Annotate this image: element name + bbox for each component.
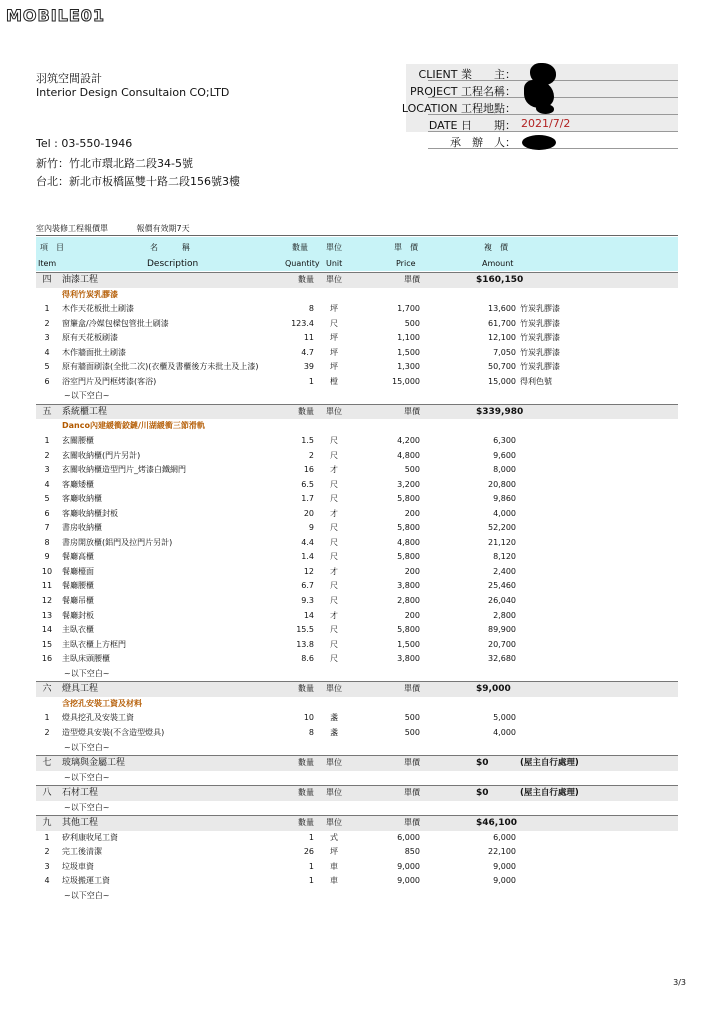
item-description: 書房開放櫃(鋁門及拉門片另計) <box>62 537 173 547</box>
item-unit: 樘 <box>330 376 338 386</box>
item-amount: 50,700 <box>488 362 516 372</box>
item-quantity: 6.7 <box>301 581 314 591</box>
date-label: DATE 日 期： <box>428 119 516 132</box>
item-number: 4 <box>44 347 50 357</box>
item-description: 油漆工程 <box>62 275 99 285</box>
section-row <box>36 755 678 771</box>
item-amount: 89,900 <box>488 625 516 635</box>
item-price: 1,500 <box>397 639 420 649</box>
table-row <box>36 317 678 332</box>
item-price: 1,300 <box>397 362 420 372</box>
item-number: 15 <box>41 639 53 649</box>
item-quantity: 11 <box>303 333 314 343</box>
item-price: 5,800 <box>397 625 420 635</box>
item-description: 系統櫃工程 <box>62 406 108 417</box>
item-amount: $339,980 <box>476 406 524 417</box>
header-qty-en: Quantity <box>285 259 320 268</box>
client-label: CLIENT 業 主： <box>418 68 516 81</box>
item-price: 3,200 <box>397 479 420 489</box>
item-amount: $0 <box>476 788 489 799</box>
item-number: 4 <box>44 876 50 886</box>
item-number: 2 <box>44 727 50 737</box>
item-price: 3,800 <box>397 581 420 591</box>
item-amount: 12,100 <box>488 333 516 343</box>
item-remark: 竹炭乳膠漆 <box>520 318 560 328</box>
item-amount: 25,460 <box>488 581 516 591</box>
item-price: 4,200 <box>397 436 420 446</box>
subheading-row <box>36 288 678 303</box>
item-description: 垃圾車資 <box>62 861 94 871</box>
item-number: 五 <box>42 406 52 417</box>
item-quantity: 1 <box>308 861 314 871</box>
item-number: 2 <box>44 847 50 857</box>
item-number: 9 <box>44 552 50 562</box>
item-quantity: 14 <box>303 610 314 620</box>
company-name-zh: 羽筑空間設計 <box>36 72 102 85</box>
item-unit: 尺 <box>330 450 338 460</box>
item-description: 玄關收納櫃造型門片_烤漆白鐵網門 <box>62 465 186 475</box>
item-quantity: 13.8 <box>296 639 314 649</box>
table-row <box>36 831 678 846</box>
item-number: 3 <box>44 465 50 475</box>
item-unit: 尺 <box>330 494 338 504</box>
subheading-row <box>36 697 678 712</box>
item-amount: 9,600 <box>493 450 516 460</box>
table-row <box>36 360 678 375</box>
item-quantity: 8 <box>308 304 314 314</box>
header-price-zh: 單 價 <box>394 243 418 252</box>
item-unit: 單位 <box>326 684 342 694</box>
item-unit: 坪 <box>330 362 338 372</box>
blank-marker-row <box>36 889 678 904</box>
item-amount: 2,800 <box>493 610 516 620</box>
item-quantity: 16 <box>303 465 314 475</box>
section-row <box>36 681 678 697</box>
item-description: 窗簾盒/冷媒包樑包管批土刷漆 <box>62 318 169 328</box>
header-price-en: Price <box>396 259 416 268</box>
item-remark: 竹炭乳膠漆 <box>520 333 560 343</box>
company-tel: Tel : 03-550-1946 <box>36 137 133 150</box>
item-description: 木作牆面批土刷漆 <box>62 347 126 357</box>
item-price: 200 <box>404 566 420 576</box>
table-row <box>36 860 678 875</box>
item-quantity: 1 <box>308 376 314 386</box>
item-description: 客廳收納櫃 <box>62 494 102 504</box>
item-number: 九 <box>42 818 52 829</box>
item-quantity: 9 <box>308 523 314 533</box>
item-number: 5 <box>44 494 50 504</box>
table-row <box>36 874 678 889</box>
item-quantity: 數量 <box>298 275 314 284</box>
item-unit: 尺 <box>330 436 338 446</box>
item-description: 主臥衣櫃上方框門 <box>62 639 126 649</box>
table-row <box>36 565 678 580</box>
item-unit: 單位 <box>326 788 342 798</box>
item-unit: 車 <box>330 876 338 886</box>
item-number: 4 <box>44 479 50 489</box>
item-price: 500 <box>404 465 420 475</box>
item-amount: 32,680 <box>488 654 516 664</box>
item-description: 玻璃與金屬工程 <box>62 758 126 769</box>
item-number: 8 <box>44 537 50 547</box>
item-remark: 得利色號 <box>520 376 552 386</box>
table-row <box>36 346 678 361</box>
item-price: 1,500 <box>397 347 420 357</box>
item-unit: 坪 <box>330 304 338 314</box>
item-quantity: 2 <box>308 450 314 460</box>
item-quantity: 8.6 <box>301 654 314 664</box>
table-row <box>36 579 678 594</box>
table-row <box>36 434 678 449</box>
item-description: 玄關收納櫃(門片另計) <box>62 450 141 460</box>
item-description: ~以下空白~ <box>64 772 110 782</box>
item-quantity: 數量 <box>298 684 314 694</box>
item-amount: 26,040 <box>488 596 516 606</box>
item-unit: 坪 <box>330 847 338 857</box>
item-amount: 13,600 <box>488 304 516 314</box>
item-amount: $0 <box>476 758 489 769</box>
section-row <box>36 272 678 288</box>
item-amount: 8,000 <box>493 465 516 475</box>
item-number: 七 <box>42 758 52 769</box>
item-price: 500 <box>404 727 420 737</box>
blank-marker-row <box>36 801 678 816</box>
item-number: 3 <box>44 861 50 871</box>
item-unit: 車 <box>330 861 338 871</box>
item-description: 客廳矮櫃 <box>62 479 94 489</box>
date-row <box>406 115 678 132</box>
item-price: 單價 <box>404 275 420 284</box>
item-unit: 尺 <box>330 654 338 664</box>
section-row <box>36 785 678 801</box>
item-price: 單價 <box>404 788 420 798</box>
table-row <box>36 623 678 638</box>
table-row <box>36 492 678 507</box>
item-price: 5,800 <box>397 523 420 533</box>
item-amount: 8,120 <box>493 552 516 562</box>
item-price: 9,000 <box>397 876 420 886</box>
table-row <box>36 652 678 667</box>
company-address-hsinchu: 新竹：竹北市環北路二段34-5號 <box>36 157 193 170</box>
item-amount: 52,200 <box>488 523 516 533</box>
item-unit: 坪 <box>330 333 338 343</box>
item-unit: 尺 <box>330 625 338 635</box>
item-price: 500 <box>404 318 420 328</box>
item-amount: 15,000 <box>488 376 516 386</box>
item-number: 3 <box>44 333 50 343</box>
table-row <box>36 536 678 551</box>
item-quantity: 4.7 <box>301 347 314 357</box>
item-remark: (屋主自行處理) <box>520 788 579 799</box>
section-row <box>36 815 678 831</box>
item-description: 客廳收納櫃封板 <box>62 508 118 518</box>
item-amount: 6,000 <box>493 832 516 842</box>
item-number: 12 <box>41 596 53 606</box>
item-description: 其他工程 <box>62 818 99 829</box>
item-unit: 才 <box>330 610 338 620</box>
date-value: 2021/7/2 <box>521 117 571 130</box>
item-unit: 尺 <box>330 639 338 649</box>
item-number: 2 <box>44 318 50 328</box>
item-remark: 竹炭乳膠漆 <box>520 347 560 357</box>
redaction-mark <box>536 104 554 114</box>
project-label: PROJECT 工程名稱： <box>409 85 516 98</box>
table-row <box>36 478 678 493</box>
quote-title: 室內裝修工程報價單 <box>36 224 108 233</box>
item-price: 1,700 <box>397 304 420 314</box>
item-amount: 22,100 <box>488 847 516 857</box>
item-amount: 9,860 <box>493 494 516 504</box>
item-price: 單價 <box>404 406 420 416</box>
item-price: 1,100 <box>397 333 420 343</box>
section-row <box>36 404 678 420</box>
redaction-mark <box>522 135 556 150</box>
item-amount: 6,300 <box>493 436 516 446</box>
item-quantity: 8 <box>308 727 314 737</box>
item-price: 850 <box>404 847 420 857</box>
item-unit: 盞 <box>330 713 338 723</box>
item-quantity: 數量 <box>298 758 314 768</box>
item-description: 石材工程 <box>62 788 99 799</box>
item-amount: 9,000 <box>493 861 516 871</box>
item-description: 主臥衣櫃 <box>62 625 94 635</box>
item-unit: 單位 <box>326 758 342 768</box>
quote-table <box>36 272 678 904</box>
table-row <box>36 638 678 653</box>
item-unit: 尺 <box>330 537 338 547</box>
item-number: 1 <box>44 304 50 314</box>
item-price: 單價 <box>404 684 420 694</box>
item-unit: 式 <box>330 832 338 842</box>
item-description: 含挖孔安裝工資及材料 <box>62 698 142 708</box>
item-number: 1 <box>44 713 50 723</box>
item-quantity: 26 <box>303 847 314 857</box>
item-amount: 4,000 <box>493 727 516 737</box>
item-quantity: 4.4 <box>301 537 314 547</box>
item-description: ~以下空白~ <box>64 802 110 812</box>
table-row <box>36 550 678 565</box>
item-quantity: 數量 <box>298 406 314 416</box>
item-unit: 尺 <box>330 523 338 533</box>
item-price: 3,800 <box>397 654 420 664</box>
item-amount: 21,120 <box>488 537 516 547</box>
item-quantity: 12 <box>303 566 314 576</box>
quote-validity: 報價有效期7天 <box>136 224 190 233</box>
item-unit: 尺 <box>330 479 338 489</box>
item-quantity: 9.3 <box>301 596 314 606</box>
logo-text: MOBILE01 <box>6 6 106 25</box>
quote-note <box>36 223 216 234</box>
table-row <box>36 331 678 346</box>
item-description: 完工後清潔 <box>62 847 102 857</box>
subheading-row <box>36 419 678 434</box>
item-price: 15,000 <box>392 376 420 386</box>
item-description: 書房收納櫃 <box>62 523 102 533</box>
header-amount-en: Amount <box>482 259 514 268</box>
item-quantity: 1 <box>308 832 314 842</box>
item-unit: 盞 <box>330 727 338 737</box>
table-row <box>36 463 678 478</box>
item-number: 八 <box>42 788 52 799</box>
item-price: 5,800 <box>397 552 420 562</box>
item-remark: 竹炭乳膠漆 <box>520 304 560 314</box>
item-remark: (屋主自行處理) <box>520 758 579 769</box>
item-description: ~以下空白~ <box>64 668 110 678</box>
item-description: ~以下空白~ <box>64 890 110 900</box>
item-description: 木作天花板批土刷漆 <box>62 304 134 314</box>
blank-marker-row <box>36 667 678 682</box>
item-unit: 單位 <box>326 275 342 284</box>
table-row <box>36 302 678 317</box>
item-number: 16 <box>41 654 53 664</box>
item-description: ~以下空白~ <box>64 391 110 401</box>
item-price: 5,800 <box>397 494 420 504</box>
item-quantity: 1.5 <box>301 436 314 446</box>
item-quantity: 10 <box>303 713 314 723</box>
item-amount: $46,100 <box>476 818 517 829</box>
header-qty-zh: 數量 <box>292 243 308 252</box>
item-unit: 才 <box>330 566 338 576</box>
table-row <box>36 845 678 860</box>
item-description: 得利竹炭乳膠漆 <box>62 289 118 299</box>
table-row <box>36 711 678 726</box>
item-number: 1 <box>44 832 50 842</box>
item-description: 燈具挖孔及安裝工資 <box>62 713 134 723</box>
item-unit: 單位 <box>326 818 342 828</box>
item-description: 餐廳封板 <box>62 610 94 620</box>
item-description: 浴室門片及門框烤漆(客浴) <box>62 376 157 386</box>
item-price: 4,800 <box>397 450 420 460</box>
item-description: 原有牆面刷漆(全批二次)(衣櫃及書櫃後方未批土及上漆) <box>62 362 259 372</box>
item-quantity: 1.7 <box>301 494 314 504</box>
blank-marker-row <box>36 771 678 786</box>
item-amount: 20,700 <box>488 639 516 649</box>
item-amount: 2,400 <box>493 566 516 576</box>
table-row <box>36 521 678 536</box>
mobile01-logo <box>6 6 105 25</box>
item-remark: 竹炭乳膠漆 <box>520 362 560 372</box>
item-quantity: 1 <box>308 876 314 886</box>
item-amount: 7,050 <box>493 347 516 357</box>
item-price: 6,000 <box>397 832 420 842</box>
table-row <box>36 449 678 464</box>
handler-label: 承 辦 人： <box>450 136 516 149</box>
item-unit: 單位 <box>326 406 342 416</box>
item-description: 主臥床頭腰櫃 <box>62 654 110 664</box>
item-quantity: 6.5 <box>301 479 314 489</box>
item-number: 7 <box>44 523 50 533</box>
header-unit-zh: 單位 <box>326 243 342 252</box>
item-price: 500 <box>404 713 420 723</box>
top-divider <box>36 235 678 236</box>
item-description: Danco內建緩衝鉸鏈/川湖緩衝三節滑軌 <box>62 421 205 431</box>
item-number: 6 <box>44 376 50 386</box>
item-quantity: 20 <box>303 508 314 518</box>
item-quantity: 15.5 <box>296 625 314 635</box>
item-quantity: 123.4 <box>291 318 314 328</box>
company-address-taipei: 台北：新北市板橋區雙十路二段156號3樓 <box>36 175 240 188</box>
table-header <box>36 237 678 271</box>
item-price: 4,800 <box>397 537 420 547</box>
item-unit: 尺 <box>330 596 338 606</box>
page-number: 3/3 <box>673 978 686 987</box>
table-row <box>36 726 678 741</box>
company-name-en: Interior Design Consultaion CO;LTD <box>36 86 230 99</box>
item-number: 14 <box>41 625 53 635</box>
item-description: 造型燈具安裝(不含造型燈具) <box>62 727 165 737</box>
item-quantity: 39 <box>303 362 314 372</box>
item-quantity: 數量 <box>298 788 314 798</box>
item-number: 四 <box>42 275 52 285</box>
item-description: 玄關腰櫃 <box>62 436 94 446</box>
item-description: 餐廳高櫃 <box>62 552 94 562</box>
item-amount: $160,150 <box>476 275 524 285</box>
item-description: 原有天花板刷漆 <box>62 333 118 343</box>
item-amount: $9,000 <box>476 684 511 695</box>
item-description: 餐廳檯面 <box>62 566 94 576</box>
item-number: 1 <box>44 436 50 446</box>
item-amount: 20,800 <box>488 479 516 489</box>
item-amount: 4,000 <box>493 508 516 518</box>
header-desc-zh: 名 稱 <box>150 243 190 252</box>
item-unit: 尺 <box>330 552 338 562</box>
item-description: 餐廳吊櫃 <box>62 596 94 606</box>
item-amount: 9,000 <box>493 876 516 886</box>
header-amount-zh: 複 價 <box>484 243 508 252</box>
item-description: 餐廳腰櫃 <box>62 581 94 591</box>
item-quantity: 1.4 <box>301 552 314 562</box>
table-row <box>36 507 678 522</box>
item-price: 單價 <box>404 818 420 828</box>
item-quantity: 數量 <box>298 818 314 828</box>
header-item-zh: 項 目 <box>40 243 64 252</box>
table-row <box>36 609 678 624</box>
blank-marker-row <box>36 741 678 756</box>
item-number: 11 <box>41 581 53 591</box>
item-number: 10 <box>41 566 53 576</box>
location-label: LOCATION 工程地點： <box>401 102 516 115</box>
item-price: 2,800 <box>397 596 420 606</box>
item-price: 200 <box>404 610 420 620</box>
item-price: 9,000 <box>397 861 420 871</box>
header-desc-en: Description <box>147 259 199 269</box>
item-description: 垃圾搬運工資 <box>62 876 110 886</box>
item-price: 200 <box>404 508 420 518</box>
item-description: 燈具工程 <box>62 684 99 695</box>
item-price: 單價 <box>404 758 420 768</box>
item-description: 矽利康收尾工資 <box>62 832 118 842</box>
header-item-en: Item <box>38 259 57 268</box>
item-number: 13 <box>41 610 53 620</box>
header-unit-en: Unit <box>326 259 343 268</box>
item-amount: 61,700 <box>488 318 516 328</box>
item-amount: 5,000 <box>493 713 516 723</box>
item-number: 5 <box>44 362 50 372</box>
item-unit: 尺 <box>330 581 338 591</box>
item-unit: 尺 <box>330 318 338 328</box>
table-row <box>36 594 678 609</box>
item-unit: 坪 <box>330 347 338 357</box>
item-number: 2 <box>44 450 50 460</box>
blank-marker-row <box>36 389 678 404</box>
item-number: 6 <box>44 508 50 518</box>
item-unit: 才 <box>330 465 338 475</box>
item-unit: 才 <box>330 508 338 518</box>
item-description: ~以下空白~ <box>64 742 110 752</box>
table-row <box>36 375 678 390</box>
item-number: 六 <box>42 684 52 695</box>
